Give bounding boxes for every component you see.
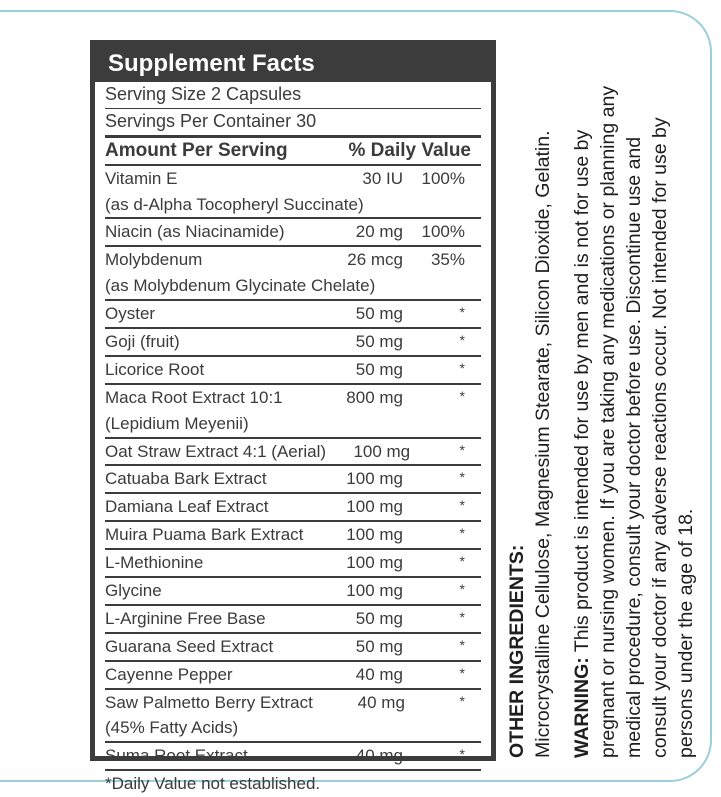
ingredient-name: Glycine [105, 580, 162, 600]
ingredient-daily-value: * [459, 359, 465, 376]
other-ingredients-block [504, 82, 556, 758]
ingredient-row [105, 632, 481, 660]
ingredient-name: L-Methionine [105, 553, 204, 573]
ingredient-amount: 100 mg [346, 580, 403, 600]
ingredient-row [105, 464, 481, 492]
ingredient-name: L-Arginine Free Base [105, 608, 266, 628]
ingredient-name: Maca Root Extract 10:1 [105, 387, 283, 407]
ingredient-name: Licorice Root [105, 359, 205, 379]
ingredient-row [105, 327, 481, 355]
ingredient-amount: 50 mg [355, 331, 403, 351]
ingredient-daily-value: * [459, 387, 465, 404]
other-ingredients-label: OTHER INGREDIENTS: [506, 544, 528, 758]
ingredient-amount: 40 mg [355, 664, 403, 684]
ingredient-daily-value: * [459, 441, 465, 458]
serving-size: Serving Size 2 Capsules [105, 84, 302, 105]
ingredient-row [105, 660, 481, 688]
ingredient-amount: 20 mg [355, 222, 403, 242]
ingredient-row [105, 576, 481, 604]
ingredient-amount: 100 mg [353, 441, 411, 461]
ingredient-name: Vitamin E [105, 168, 178, 188]
ingredient-amount: 40 mg [355, 746, 403, 766]
side-text-rotated [504, 82, 699, 758]
ingredient-amount: 26 mcg [347, 250, 403, 270]
ingredient-daily-value: * [459, 608, 465, 625]
ingredient-daily-value: * [459, 746, 465, 763]
ingredient-subname: (Lepidium Meyenii) [105, 413, 249, 433]
warning-label: WARNING: [571, 657, 593, 758]
ingredient-row [105, 741, 481, 769]
supplement-facts-panel [90, 40, 496, 794]
ingredient-daily-value: 100% [421, 168, 465, 188]
ingredient-row [105, 164, 481, 218]
panel-title: Supplement Facts [95, 45, 491, 82]
servings-per-container: Servings Per Container 30 [105, 108, 481, 135]
ingredient-row [105, 548, 481, 576]
ingredient-name: Suma Root Extract [105, 746, 248, 766]
ingredient-subname: (as d-Alpha Tocopheryl Succinate) [105, 194, 364, 214]
ingredient-daily-value: * [459, 497, 465, 514]
ingredient-daily-value: * [459, 525, 465, 542]
ingredient-row [105, 383, 481, 437]
ingredient-name: Niacin (as Niacinamide) [105, 222, 285, 242]
warning-text: This product is intended for use by men and is not for use by pregnant or nursing women. If you are taking any medications or planning any medical procedure, consult your doctor before use. Discontinue use and consult your doctor if any adverse reactions occur. Not intended for use by persons under the age of 18. [571, 85, 697, 758]
ingredient-daily-value: * [459, 553, 465, 570]
ingredient-row [105, 245, 481, 299]
ingredient-amount: 30 IU [362, 168, 403, 188]
column-header-row [105, 135, 481, 164]
ingredient-name: Molybdenum [105, 250, 203, 270]
ingredient-amount: 40 mg [357, 692, 405, 712]
ingredient-amount: 100 mg [346, 497, 403, 517]
ingredient-daily-value: * [459, 332, 465, 349]
ingredient-name: Saw Palmetto Berry Extract [105, 692, 313, 712]
ingredient-daily-value: * [459, 636, 465, 653]
ingredient-row [105, 217, 481, 245]
daily-value-header: % Daily Value [348, 139, 471, 161]
ingredient-row [105, 520, 481, 548]
ingredient-daily-value: * [459, 664, 465, 681]
ingredient-amount: 800 mg [346, 387, 403, 407]
facts-body [95, 82, 491, 797]
ingredient-name: Muira Puama Bark Extract [105, 525, 304, 545]
ingredient-amount: 100 mg [346, 525, 403, 545]
ingredient-row [105, 688, 481, 742]
ingredient-name: Oyster [105, 304, 156, 324]
ingredient-rows [105, 164, 481, 770]
amount-per-serving-header: Amount Per Serving [105, 139, 288, 161]
ingredient-amount: 50 mg [355, 304, 403, 324]
ingredient-daily-value: 35% [430, 250, 465, 270]
ingredient-name: Oat Straw Extract 4:1 (Aerial) [105, 441, 327, 461]
daily-value-footnote: *Daily Value not established. [105, 769, 481, 797]
ingredient-amount: 50 mg [355, 359, 403, 379]
ingredient-amount: 50 mg [355, 636, 403, 656]
ingredient-name: Guarana Seed Extract [105, 636, 274, 656]
ingredient-name: Catuaba Bark Extract [105, 469, 267, 489]
warning-block [569, 82, 699, 758]
ingredient-amount: 50 mg [355, 608, 403, 628]
ingredient-daily-value: * [459, 469, 465, 486]
ingredient-daily-value: * [459, 581, 465, 598]
ingredient-daily-value: * [459, 304, 465, 321]
ingredient-daily-value: * [459, 692, 465, 709]
ingredient-daily-value: 100% [421, 222, 465, 242]
ingredient-amount: 100 mg [346, 469, 403, 489]
ingredient-name: Goji (fruit) [105, 331, 180, 351]
ingredient-row [105, 355, 481, 383]
ingredient-row [105, 437, 481, 465]
ingredient-name: Cayenne Pepper [105, 664, 233, 684]
other-ingredients-list: Microcrystalline Cellulose, Magnesium Stearate, Silicon Dioxide, Gelatin. [532, 130, 554, 758]
ingredient-row [105, 604, 481, 632]
ingredient-row [105, 492, 481, 520]
ingredient-row [105, 299, 481, 327]
ingredient-amount: 100 mg [346, 553, 403, 573]
ingredient-subname: (as Molybdenum Glycinate Chelate) [105, 276, 376, 296]
ingredient-name: Damiana Leaf Extract [105, 497, 269, 517]
ingredient-subname: (45% Fatty Acids) [105, 718, 239, 738]
